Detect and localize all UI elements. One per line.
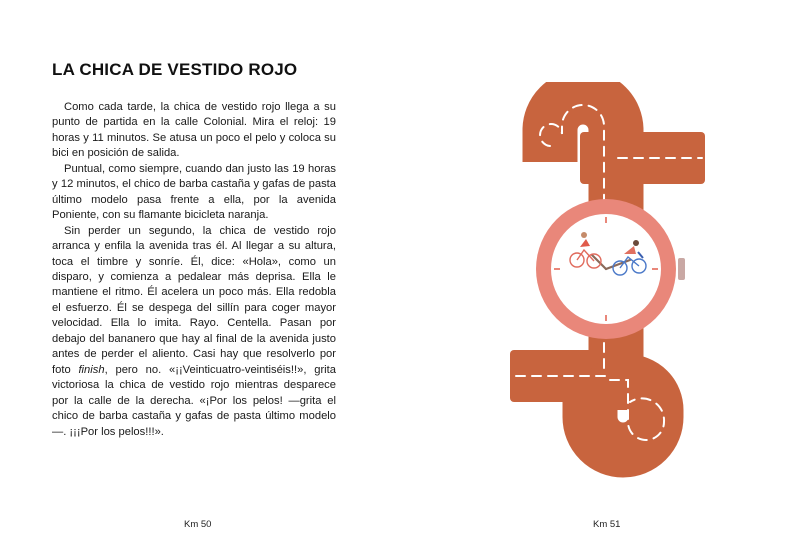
watch xyxy=(536,199,685,339)
italic-word-finish: finish xyxy=(78,363,105,376)
watch-road-illustration xyxy=(510,82,710,487)
watch-crown xyxy=(678,258,685,280)
right-page xyxy=(400,0,800,557)
body-text xyxy=(52,100,336,440)
paragraph-3: Sin perder un segundo, la chica de vestido rojo arranca y enfila la avenida tras él. Al llegar a su altura, toca el timbre y sonríe. Él, dice: «Hola», como un disparo, y comienza a pedalear más deprisa. Ella le mantiene el ritmo. Él acelera un poco más. Ella redobla el esfuerzo. Él se despega del sillín para coger mayor velocidad. Ella lo imita. Rayo. Centella. Pasan por debajo del bananero que hay al final de la avenida justo antes de perder el aliento. Casi hay que resolverlo por foto finish, pero no. «¡¡Veinticuatro-veintiséis!!», grita victoriosa la chica de vestido rojo mientras desparece por la calle de la derecha. «¡Por los pelos! —grita el chico de barba castaña y gafas de pasta último modelo—. ¡¡¡Por los pelos!!!». xyxy=(52,224,336,438)
page-number-left: Km 50 xyxy=(184,519,212,530)
chapter-title: LA CHICA DE VESTIDO ROJO xyxy=(52,60,298,79)
page-number-right: Km 51 xyxy=(593,519,621,530)
paragraph-1: Como cada tarde, la chica de vestido rojo llega a su punto de partida en la calle Colonial. Mira el reloj: 19 horas y 11 minutos. Se atusa un poco el pelo y coloca su bici en posición de salida. xyxy=(52,101,336,160)
paragraph-2: Puntual, como siempre, cuando dan justo las 19 horas y 12 minutos, el chico de barba castaña y gafas de pasta último modelo pasa frente a ella, por la avenida Poniente, con su flamante bicicleta naranja. xyxy=(52,162,336,222)
